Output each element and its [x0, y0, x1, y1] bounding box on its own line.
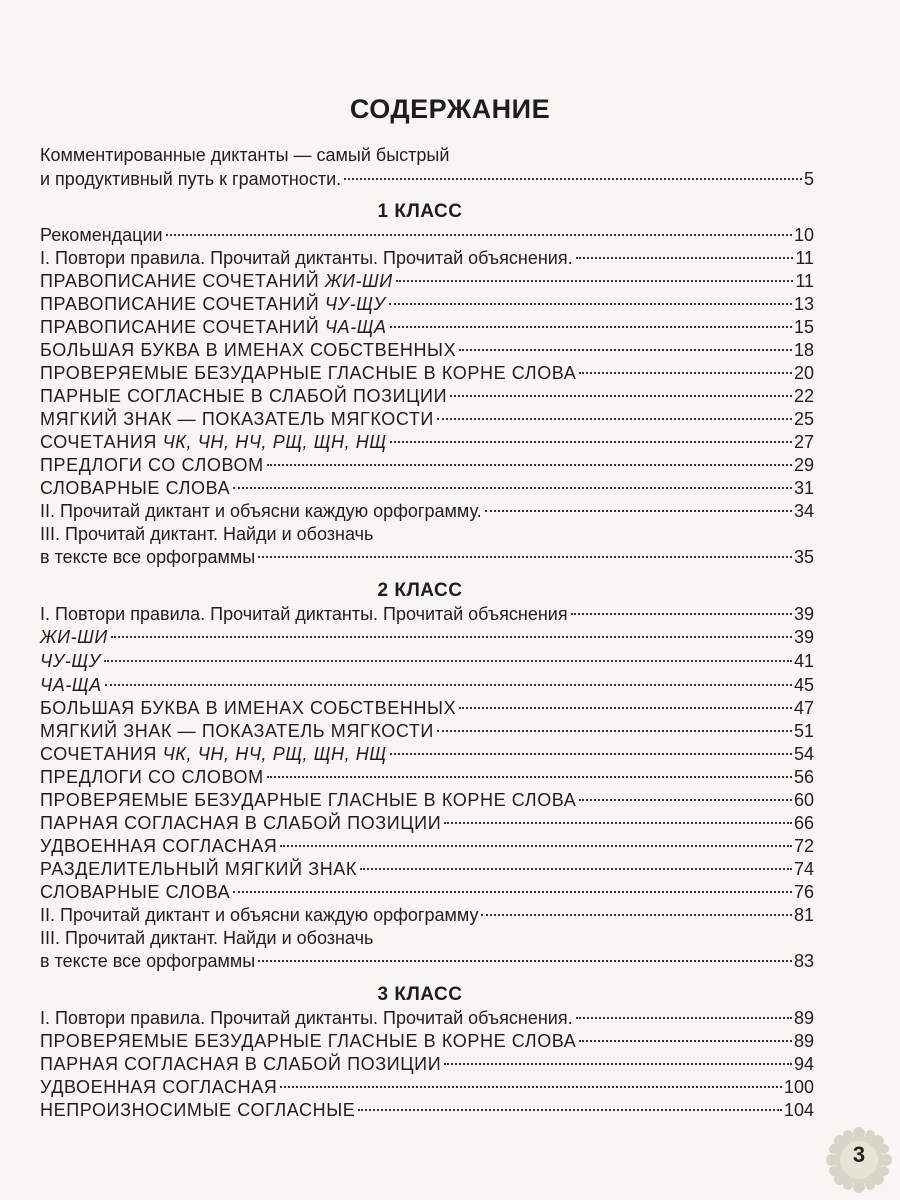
entry-label: I. Повтори правила. Прочитай диктанты. Прочитай объяснения [40, 604, 568, 624]
dot-leader [444, 822, 792, 824]
page-ref: 39 [793, 627, 814, 647]
toc-entry-multiline-1 [40, 522, 814, 546]
dot-leader [390, 753, 792, 755]
page-ref: 18 [793, 340, 814, 360]
page-ref: 89 [793, 1008, 814, 1028]
toc-entry[interactable] [40, 499, 814, 523]
page-ref: 25 [793, 409, 814, 429]
dot-leader [267, 464, 792, 466]
page-ref: 94 [793, 1054, 814, 1074]
page-ref: 45 [793, 675, 814, 695]
dot-leader [280, 1086, 782, 1088]
page-ref: 89 [793, 1031, 814, 1051]
dot-leader [280, 845, 792, 847]
page-ref: 76 [793, 882, 814, 902]
toc-entry[interactable] [40, 673, 814, 697]
dot-leader [233, 487, 792, 489]
toc-entry[interactable] [40, 338, 814, 362]
toc-entry[interactable] [40, 361, 814, 385]
dot-leader [437, 418, 792, 420]
entry-label: II. Прочитай диктант и объясни каждую орфограмму. [40, 501, 482, 521]
dot-leader [389, 303, 792, 305]
toc-entry[interactable] [40, 246, 814, 270]
dot-leader [390, 441, 792, 443]
entry-label: ПРЕДЛОГИ СО СЛОВОМ [40, 767, 264, 787]
dot-leader [459, 349, 792, 351]
dot-leader [105, 684, 792, 686]
page-ref: 74 [793, 859, 814, 879]
toc-entry[interactable] [40, 453, 814, 477]
page-ref: 20 [793, 363, 814, 383]
entry-label: ПРЕДЛОГИ СО СЛОВОМ [40, 455, 264, 475]
entry-label-line-1: III. Прочитай диктант. Найди и обозначь [40, 928, 374, 948]
entry-label: ПРАВОПИСАНИЕ СОЧЕТАНИЙ ЧА-ЩА [40, 317, 387, 337]
page-ref: 100 [783, 1077, 814, 1097]
toc-entry[interactable] [40, 903, 814, 927]
toc-entry[interactable] [40, 719, 814, 743]
page-ref: 31 [793, 478, 814, 498]
toc-entry[interactable] [40, 811, 814, 835]
toc-entry[interactable] [40, 315, 814, 339]
page-ref: 10 [793, 225, 814, 245]
entry-label: РАЗДЕЛИТЕЛЬНЫЙ МЯГКИЙ ЗНАК [40, 859, 357, 879]
entry-label: ЧУ-ЩУ [40, 651, 101, 671]
entry-label: II. Прочитай диктант и объясни каждую орфограмму [40, 905, 479, 925]
dot-leader [576, 1017, 792, 1019]
toc-entry[interactable] [40, 949, 814, 973]
entry-label: ЖИ-ШИ [40, 627, 108, 647]
page-ref: 41 [793, 651, 814, 671]
page-ref: 56 [793, 767, 814, 787]
page-ref: 13 [793, 294, 814, 314]
toc-entry-multiline-1 [40, 926, 814, 950]
page-title: СОДЕРЖАНИЕ [349, 94, 551, 124]
page-ref: 35 [793, 547, 814, 567]
page-ref: 51 [793, 721, 814, 741]
entry-label: ПАРНЫЕ СОГЛАСНЫЕ В СЛАБОЙ ПОЗИЦИИ [40, 386, 448, 406]
section-title-grade-3: 3 КЛАСС [377, 984, 463, 1005]
page-ref: 27 [793, 432, 814, 452]
page-ref: 72 [793, 836, 814, 856]
dot-leader [579, 799, 792, 801]
dot-leader [258, 960, 792, 962]
entry-label: ПРОВЕРЯЕМЫЕ БЕЗУДАРНЫЕ ГЛАСНЫЕ В КОРНЕ СЛОВА [40, 790, 577, 810]
toc-entry[interactable] [40, 834, 814, 858]
dot-leader [485, 510, 792, 512]
entry-label: НЕПРОИЗНОСИМЫЕ СОГЛАСНЫЕ [40, 1100, 356, 1120]
entry-label: I. Повтори правила. Прочитай диктанты. Прочитай объяснения. [40, 1008, 573, 1028]
entry-label: МЯГКИЙ ЗНАК — ПОКАЗАТЕЛЬ МЯГКОСТИ [40, 409, 434, 429]
toc-entry[interactable] [40, 545, 814, 569]
dot-leader [450, 395, 792, 397]
entry-label: ПРАВОПИСАНИЕ СОЧЕТАНИЙ ЧУ-ЩУ [40, 294, 386, 314]
toc-entry[interactable] [40, 1006, 814, 1030]
entry-label: ПАРНАЯ СОГЛАСНАЯ В СЛАБОЙ ПОЗИЦИИ [40, 813, 442, 833]
intro-line-1 [40, 143, 814, 167]
toc-entry[interactable] [40, 384, 814, 408]
dot-leader [576, 257, 794, 259]
intro-text-1: Комментированные диктанты — самый быстрый [40, 145, 450, 165]
entry-label: СЛОВАРНЫЕ СЛОВА [40, 478, 231, 498]
toc-entry[interactable] [40, 880, 814, 904]
entry-label: УДВОЕННАЯ СОГЛАСНАЯ [40, 836, 278, 856]
entry-label: ПРОВЕРЯЕМЫЕ БЕЗУДАРНЫЕ ГЛАСНЫЕ В КОРНЕ СЛОВА [40, 363, 577, 383]
dot-leader [459, 707, 792, 709]
page-number: 3 [852, 1142, 866, 1167]
page-ref: 34 [793, 501, 814, 521]
dot-leader [111, 636, 792, 638]
toc-entry[interactable] [40, 292, 814, 316]
page-ref: 47 [793, 698, 814, 718]
page-ref: 83 [793, 951, 814, 971]
toc-entry[interactable] [40, 742, 814, 766]
dot-leader [481, 914, 792, 916]
page-ref: 104 [783, 1100, 814, 1120]
toc-entry-intro[interactable] [40, 167, 814, 191]
entry-label: ЧА-ЩА [40, 675, 102, 695]
toc-entry[interactable] [40, 625, 814, 649]
toc-entry[interactable] [40, 696, 814, 720]
page-ref: 29 [793, 455, 814, 475]
toc-entry[interactable] [40, 407, 814, 431]
entry-label: I. Повтори правила. Прочитай диктанты. Прочитай объяснения. [40, 248, 573, 268]
toc-entry[interactable] [40, 765, 814, 789]
entry-label-line-2: в тексте все орфограммы [40, 951, 256, 971]
entry-label: ПРОВЕРЯЕМЫЕ БЕЗУДАРНЫЕ ГЛАСНЫЕ В КОРНЕ СЛОВА [40, 1031, 577, 1051]
toc-entry[interactable] [40, 1029, 814, 1053]
page-ref: 11 [795, 248, 814, 268]
entry-label-line-2: в тексте все орфограммы [40, 547, 256, 567]
dot-leader [233, 891, 792, 893]
toc-entry[interactable] [40, 269, 814, 293]
entry-label: Рекомендации [40, 225, 163, 245]
dot-leader [444, 1063, 792, 1065]
dot-leader [437, 730, 792, 732]
entry-label-line-1: III. Прочитай диктант. Найди и обозначь [40, 524, 374, 544]
entry-label: МЯГКИЙ ЗНАК — ПОКАЗАТЕЛЬ МЯГКОСТИ [40, 721, 434, 741]
page-ref: 5 [803, 169, 814, 189]
toc-entry[interactable] [40, 1075, 814, 1099]
section-title-grade-2: 2 КЛАСС [377, 580, 463, 601]
toc-entry[interactable] [40, 1052, 814, 1076]
page-ref: 22 [793, 386, 814, 406]
section-title-grade-1: 1 КЛАСС [377, 201, 463, 222]
toc-entry[interactable] [40, 602, 814, 626]
page-ref: 39 [793, 604, 814, 624]
entry-label: ПРАВОПИСАНИЕ СОЧЕТАНИЙ ЖИ-ШИ [40, 271, 393, 291]
dot-leader [358, 1109, 782, 1111]
dot-leader [360, 868, 792, 870]
toc-entry[interactable] [40, 223, 814, 247]
entry-label: БОЛЬШАЯ БУКВА В ИМЕНАХ СОБСТВЕННЫХ [40, 340, 457, 360]
dot-leader [267, 776, 792, 778]
entry-label: СОЧЕТАНИЯ ЧК, ЧН, НЧ, РЩ, ЩН, НЩ [40, 744, 387, 764]
page-ref: 54 [793, 744, 814, 764]
dot-leader [579, 372, 792, 374]
intro-text-2: и продуктивный путь к грамотности. [40, 169, 342, 189]
dot-leader [579, 1040, 792, 1042]
dot-leader [166, 234, 792, 236]
entry-label: БОЛЬШАЯ БУКВА В ИМЕНАХ СОБСТВЕННЫХ [40, 698, 457, 718]
dot-leader [104, 660, 792, 662]
entry-label: СОЧЕТАНИЯ ЧК, ЧН, НЧ, РЩ, ЩН, НЩ [40, 432, 387, 452]
page-ref: 11 [795, 271, 814, 291]
toc-entry[interactable] [40, 1098, 814, 1122]
dot-leader [344, 178, 802, 180]
entry-label: УДВОЕННАЯ СОГЛАСНАЯ [40, 1077, 278, 1097]
dot-leader [258, 556, 792, 558]
dot-leader [390, 326, 792, 328]
page-ref: 66 [793, 813, 814, 833]
page-ref: 81 [793, 905, 814, 925]
toc-entry[interactable] [40, 430, 814, 454]
dot-leader [396, 280, 794, 282]
toc-entry[interactable] [40, 788, 814, 812]
toc-entry[interactable] [40, 649, 814, 673]
entry-label: ПАРНАЯ СОГЛАСНАЯ В СЛАБОЙ ПОЗИЦИИ [40, 1054, 442, 1074]
page-ref: 60 [793, 790, 814, 810]
toc-entry[interactable] [40, 857, 814, 881]
entry-label: СЛОВАРНЫЕ СЛОВА [40, 882, 231, 902]
toc-entry[interactable] [40, 476, 814, 500]
dot-leader [571, 613, 792, 615]
page-ref: 15 [793, 317, 814, 337]
